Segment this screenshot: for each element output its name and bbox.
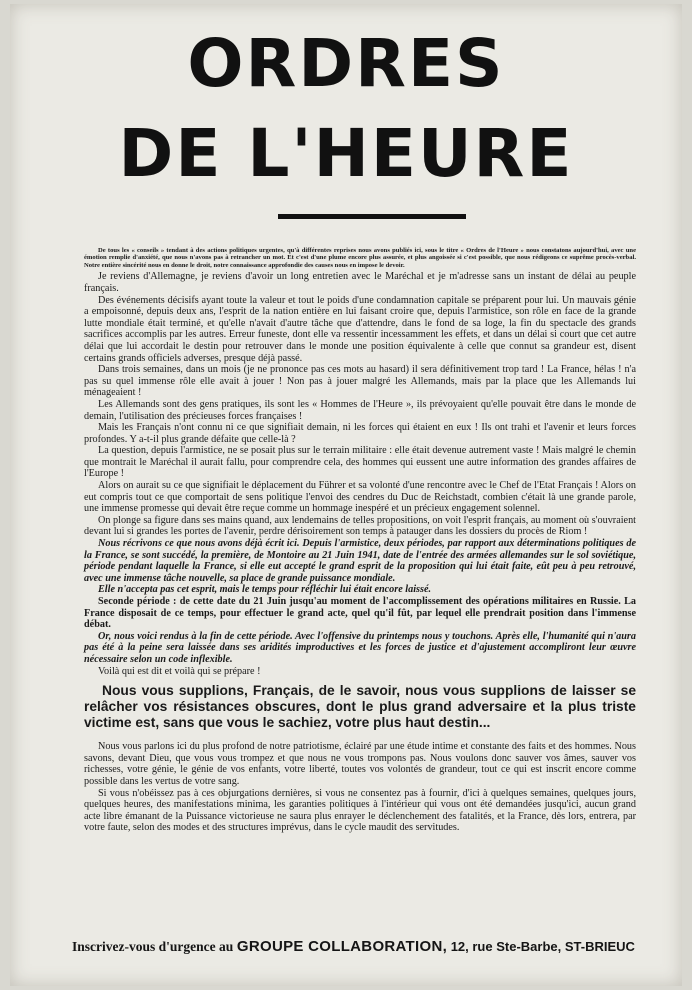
italic-paragraph-2: Elle n'accepta pas cet esprit, mais le temps pour réfléchir lui était encore laissé. bbox=[98, 584, 432, 596]
closing-paragraph-1: Nous vous parlons ici du plus profond de notre patriotisme, éclairé par une étude intime et constante des faits et des hommes. Nous savons, devant Dieu, que vous vous trompez et que nous ne vous trompons pas. Nous voulons donc sauver vos âmes, sauver vos richesses, votre génie, le génie de vos enfants, votre liberté, toutes vos volontés de grandeur, tout ce qui est inscrit encore comme possible dans les vertus de votre sang. bbox=[84, 741, 636, 787]
title-line-2: DE L'HEURE bbox=[118, 115, 574, 192]
second-period-paragraph: Seconde période : de cette date du 21 Juin jusqu'au moment de l'accomplissement des opérations militaires en Russie. La France disposait de ce temps, pour effectuer le grand acte, quel qu'il fût, par lequel elle prendrait position dans l'immense débat. bbox=[84, 596, 636, 631]
body-text bbox=[84, 240, 636, 834]
paragraph-6: La question, depuis l'armistice, ne se posait plus sur le terrain militaire : elle était devenue autrement vaste ! Mais malgré le chemin que montrait le Maréchal il aurait fallu, pour comprendre cela, des hommes qui eussent une autre information des grandes affaires de l'Europe ! bbox=[84, 445, 636, 480]
closing-paragraph-2: Si vous n'obéissez pas à ces objurgations dernières, si vous ne consentez pas à fournir, d'ici à quelques semaines, quelques jours, quelques heures, des manifestations minima, les garanties politiques à l'intérieur qui vous ont été demandées jusqu'ici, aucun grand acte libre émanant de la Puissance victorieuse ne saura plus enrayer le déclenchement des fatalités, et la France, dès lors, entrera, par votre faute, selon des modes et des structures imprévus, dans le cycle maudit des servitudes. bbox=[84, 787, 636, 834]
paragraph-8: On plonge sa figure dans ses mains quand, aux lendemains de telles propositions, on voit l'esprit français, au moment où s'ouvraient devant lui si grandes les portes de l'avenir, perdre dérisoirement son temps à patauger dans les dossiers du procès de Riom ! bbox=[84, 514, 636, 538]
intro-paragraph: De tous les « conseils » tendant à des actions politiques urgentes, qu'à différentes reprises nous avons publiés ici, sous le titre « Ordres de l'Heure » nous constatons aujourd'hui, avec une émotion remplie d'anxiété, que nous n'avons pas à retrancher un mot. Et c'est d'une plume encore plus assurée, et plus angoissée si c'est possible, que nous rédigeons ce suprême procès-verbal. Notre entière sincérité nous en donne le droit, notre connaissance approfondie des causes nous en impose le devoir. bbox=[84, 246, 636, 269]
paragraph-2: Des événements décisifs ayant toute la valeur et tout le poids d'une condamnation capitale se préparent pour lui. Un mauvais génie a empoisonné, depuis deux ans, l'esprit de la nation entière en lui faisant croire que, depuis l'armistice, son rôle en face de la grande lutte mondiale était terminé, et qu'elle n'avait d'autre tâche que d'attendre, dans le fond de sa loge, la fin du spectacle des grands sacrifices accomplis par les autres. Erreur funeste, dont elle va ressentir incessamment les effets, et dans un délai si court que cet autre délai que lui accordait le destin pour retrouver dans le monde une position équivalente à celle que connut sa grandeur est, disent certains grands officiels adverses, presque déjà passé. bbox=[84, 294, 636, 364]
footer-address: 12, rue Ste-Barbe, ST-BRIEUC bbox=[450, 939, 635, 954]
paragraph-4: Les Allemands sont des gens pratiques, ils sont les « Hommes de l'Heure », ils prévoyaient qu'elle pouvait être dans le monde de demain, l'utilisation des précieuses forces françaises ! bbox=[84, 398, 636, 422]
italic-paragraph-3: Or, nous voici rendus à la fin de cette période. Avec l'offensive du printemps nous y touchons. Après elle, l'humanité qui n'aura pas été à la peine sera laissée dans ses aridités improductives et les forces de justice et d'ajustement accompliront leur œuvre nécessaire selon un code inflexible. bbox=[84, 630, 636, 665]
title-line-1: ORDRES bbox=[187, 25, 505, 102]
italic-paragraph-1: Nous récrivons ce que nous avons déjà écrit ici. Depuis l'armistice, deux périodes, par rapport aux déterminations politiques de la France, se sont succédé, la première, de Montoire au 21 Juin 1941, date de l'entrée des armées allemandes sur le sol soviétique, période pendant laquelle la France, si elle eut accepté le grand esprit de la proposition qui lui était faite, eût peu à peu retrouvé, avec une immense tâche nouvelle, sa place de grande puissance mondiale. bbox=[84, 538, 636, 584]
voila-line: Voilà qui est dit et voilà qui se prépare ! bbox=[98, 665, 261, 677]
footer-line bbox=[72, 938, 672, 955]
paragraph-3: Dans trois semaines, dans un mois (je ne prononce pas ces mots au hasard) il sera définitivement trop tard ! La France, hélas ! n'a pas su quel immense rôle elle avait à jouer ! Non pas à jouer malgré les Allemands, mais par la place que les Allemands lui ménageaient ! bbox=[84, 364, 636, 399]
footer-group-name: GROUPE COLLABORATION, bbox=[236, 938, 448, 955]
paragraph-7: Alors on aurait su ce que signifiait le déplacement du Führer et sa volonté d'une rencontre avec le Chef de l'Etat Français ! Alors on eut compris tout ce que comportait de sens politique l'envoi des cendres du Duc de Reichstadt, combien c'était là une grande parole, une immense promesse qui devait être reçue comme un hommage inespéré et un précieux engagement solennel. bbox=[84, 480, 636, 515]
footer-lead: Inscrivez-vous d'urgence au bbox=[72, 939, 234, 954]
paragraph-1: Je reviens d'Allemagne, je reviens d'avoir un long entretien avec le Maréchal et je m'adresse sans un instant de délai au peuple français. bbox=[84, 271, 636, 294]
paragraph-5: Mais les Français n'ont connu ni ce que signifiait demain, ni les forces qui étaient en eux ! Ils ont trahi et l'avenir et leurs forces profondes. Y a-t-il plus grande défaite que celle-là ? bbox=[84, 422, 636, 445]
poster bbox=[10, 4, 682, 986]
appeal-paragraph: Nous vous supplions, Français, de le savoir, nous vous supplions de laisser se relâcher vos résistances obscures, dont le plus grand adversaire et la plus triste victime est, sans que vous le sachiez, votre plus haut destin... bbox=[84, 683, 636, 731]
title-underline bbox=[278, 214, 466, 219]
